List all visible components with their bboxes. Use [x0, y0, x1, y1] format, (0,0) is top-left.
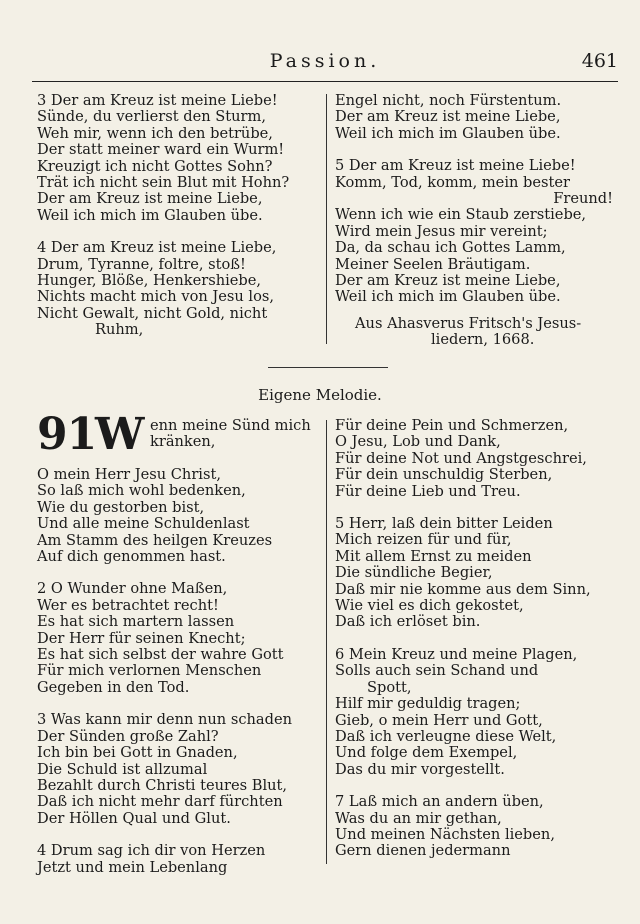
- verse-line: Und folge dem Exempel,: [335, 744, 518, 762]
- verse-line: Daß mir nie komme aus dem Sinn,: [335, 580, 591, 598]
- column-rule-top: [326, 94, 327, 344]
- stanza-3: [37, 712, 322, 827]
- page-number: 461: [581, 50, 618, 72]
- stanza-3-previous-hymn: [37, 93, 317, 224]
- verse-line-continuation: Ruhm,: [95, 321, 144, 339]
- stanza-1: [37, 467, 322, 565]
- verse-line: Mich reizen für und für,: [335, 531, 512, 549]
- verse-line: Wird mein Jesus mir vereint;: [335, 222, 548, 240]
- verse-line: O mein Herr Jesu Christ,: [37, 466, 221, 483]
- verse-line: Daß ich erlöset bin.: [335, 613, 481, 631]
- hymn-91-opening: [37, 409, 322, 467]
- verse-line: O Jesu, Lob und Dank,: [335, 433, 501, 451]
- page-header: [32, 50, 618, 76]
- verse-line: Für deine Pein und Schmerzen,: [335, 417, 569, 434]
- header-rule: [32, 81, 618, 82]
- verse-line: 2 O Wunder ohne Maßen,: [37, 580, 228, 598]
- verse-line: Hunger, Blöße, Henkershiebe,: [37, 272, 262, 290]
- verse-line: Mit allem Ernst zu meiden: [335, 547, 532, 565]
- verse-line: 7 Laß mich an andern üben,: [335, 793, 544, 811]
- running-title: Passion.: [269, 50, 381, 72]
- verse-line: Komm, Tod, komm, mein bester: [335, 173, 570, 191]
- verse-line: Meiner Seelen Bräutigam.: [335, 255, 531, 273]
- section-divider: [268, 367, 388, 368]
- verse-line: Trät ich nicht sein Blut mit Hohn?: [37, 174, 290, 192]
- verse-line: Daß ich verleugne diese Welt,: [335, 727, 557, 745]
- verse-line-continuation: Freund!: [553, 190, 613, 208]
- verse-line: 5 Herr, laß dein bitter Leiden: [335, 515, 553, 533]
- verse-line: Drum, Tyranne, foltre, stoß!: [37, 255, 246, 273]
- verse-line: Der am Kreuz ist meine Liebe,: [335, 108, 561, 126]
- hymn-91-right-column: [335, 418, 617, 876]
- verse-line: Wenn ich wie ein Staub zerstiebe,: [335, 206, 587, 224]
- stanza-5-previous-hymn: [335, 158, 615, 306]
- verse-line: 4 Der am Kreuz ist meine Liebe,: [37, 239, 277, 257]
- verse-line: 4 Drum sag ich dir von Herzen: [37, 842, 266, 860]
- verse-line: Und alle meine Schuldenlast: [37, 515, 250, 533]
- verse-line: Kreuzigt ich nicht Gottes Sohn?: [37, 157, 273, 175]
- verse-line: Der Herr für seinen Knecht;: [37, 629, 246, 647]
- verse-line: Es hat sich martern lassen: [37, 613, 235, 631]
- verse-line: Auf dich genommen hast.: [37, 548, 226, 566]
- verse-line: So laß mich wohl bedenken,: [37, 482, 246, 500]
- verse-line: Für deine Lieb und Treu.: [335, 482, 521, 500]
- hymn-91-left-column: [37, 409, 322, 892]
- stanza-6: [335, 647, 617, 778]
- verse-line: Der statt meiner ward ein Wurm!: [37, 141, 285, 159]
- verse-line: Jetzt und mein Lebenlang: [37, 858, 228, 876]
- melody-label: Eigene Melodie.: [258, 386, 382, 404]
- verse-line: Am Stamm des heilgen Kreuzes: [37, 531, 273, 549]
- verse-line: Wie du gestorben bist,: [37, 498, 205, 516]
- verse-line: Was du an mir gethan,: [335, 809, 502, 827]
- stanza-2: [37, 581, 322, 696]
- verse-line: Der am Kreuz ist meine Liebe,: [37, 190, 263, 208]
- verse-line: Hilf mir geduldig tragen;: [335, 695, 521, 713]
- verse-line: Bezahlt durch Christi teures Blut,: [37, 776, 288, 794]
- verse-line: Gegeben in den Tod.: [37, 678, 190, 696]
- verse-line: Die Schuld ist allzumal: [37, 760, 208, 778]
- verse-line: Gieb, o mein Herr und Gott,: [335, 711, 543, 729]
- drop-cap: W: [95, 409, 145, 460]
- verse-line: Wie viel es dich gekostet,: [335, 597, 524, 615]
- verse-line: Sünde, du verlierst den Sturm,: [37, 108, 266, 126]
- verse-line: enn meine Sünd mich: [150, 417, 311, 434]
- verse-line: Der Sünden große Zahl?: [37, 727, 219, 745]
- attribution-line: liedern, 1668.: [431, 331, 535, 349]
- verse-line: Da, da schau ich Gottes Lamm,: [335, 239, 566, 257]
- verse-line-continuation: Spott,: [367, 678, 412, 696]
- verse-line: Nichts macht mich von Jesu los,: [37, 288, 274, 306]
- verse-line: Weh mir, wenn ich den betrübe,: [37, 124, 273, 142]
- verse-line: Für dein unschuldig Sterben,: [335, 466, 553, 484]
- verse-line: Das du mir vorgestellt.: [335, 760, 505, 778]
- stanza-4-continuation: [335, 93, 615, 142]
- verse-line: Gern dienen jedermann: [335, 842, 511, 860]
- stanza-4: [37, 843, 322, 876]
- verse-line: Nicht Gewalt, nicht Gold, nicht: [37, 304, 268, 322]
- verse-line: 5 Der am Kreuz ist meine Liebe!: [335, 157, 576, 175]
- top-right-column: [335, 93, 615, 349]
- verse-line-continuation: kränken,: [150, 433, 216, 450]
- attribution-line: Aus Ahasverus Fritsch's Jesus-: [355, 314, 582, 332]
- verse-line: Wer es betrachtet recht!: [37, 596, 219, 614]
- stanza-7: [335, 794, 617, 860]
- verse-line: Für deine Not und Angstgeschrei,: [335, 449, 587, 467]
- verse-line: Weil ich mich im Glauben übe.: [335, 124, 561, 142]
- verse-line: Und meinen Nächsten lieben,: [335, 825, 555, 843]
- stanza-5: [335, 516, 617, 631]
- verse-line: Daß ich nicht mehr darf fürchten: [37, 793, 283, 811]
- verse-line: Weil ich mich im Glauben übe.: [335, 288, 561, 306]
- verse-line: Weil ich mich im Glauben übe.: [37, 206, 263, 224]
- verse-line: 3 Was kann mir denn nun schaden: [37, 711, 292, 729]
- verse-line: Der am Kreuz ist meine Liebe,: [335, 272, 561, 290]
- verse-line: 3 Der am Kreuz ist meine Liebe!: [37, 92, 278, 109]
- column-rule-bottom: [326, 420, 327, 864]
- hymn-number: 91: [37, 409, 97, 460]
- verse-line: Es hat sich selbst der wahre Gott: [37, 646, 284, 664]
- stanza-4-continuation: [335, 418, 617, 500]
- stanza-4-previous-hymn: [37, 240, 317, 338]
- verse-line: Für mich verlornen Menschen: [37, 662, 262, 680]
- attribution: [335, 316, 615, 349]
- verse-line: Solls auch sein Schand und: [335, 662, 539, 680]
- verse-line: Der Höllen Qual und Glut.: [37, 809, 231, 827]
- verse-line: 6 Mein Kreuz und meine Plagen,: [335, 645, 578, 663]
- verse-line: Die sündliche Begier,: [335, 564, 493, 582]
- verse-line: Ich bin bei Gott in Gnaden,: [37, 744, 238, 762]
- top-left-column: [37, 93, 317, 355]
- verse-line: Engel nicht, noch Fürstentum.: [335, 92, 562, 109]
